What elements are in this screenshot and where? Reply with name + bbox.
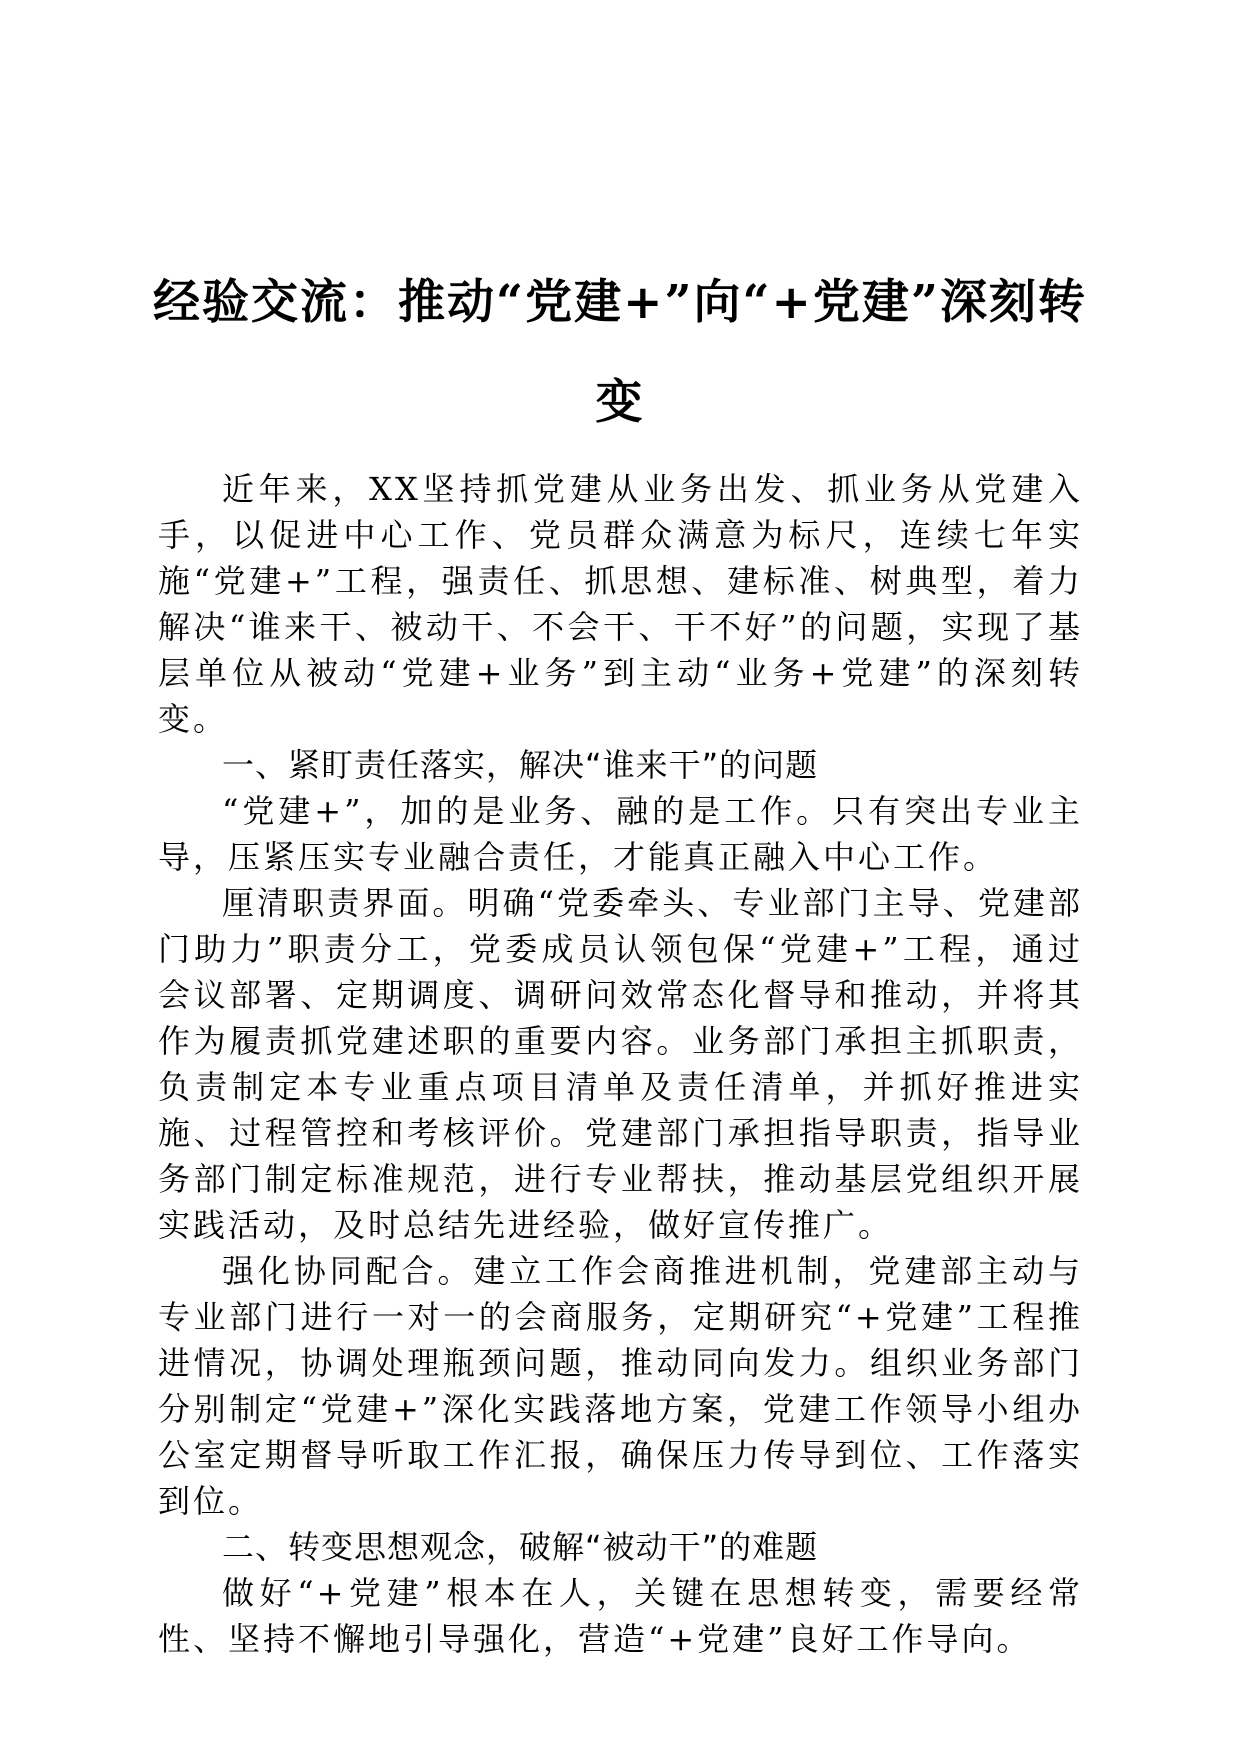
section-heading-2: 二、转变思想观念，破解“被动干”的难题 [222, 1528, 819, 1566]
section-1-paragraph-1: “党建+”，加的是业务、融的是工作。只有突出专业主导，压紧压实专业融合责任，才能真正融入中心工作。 [158, 792, 1083, 876]
section-1-paragraph-3: 强化协同配合。建立工作会商推进机制，党建部主动与专业部门进行一对一的会商服务，定期研究“+党建”工程推进情况，协调处理瓶颈问题，推动同向发力。组织业务部门分别制定“党建+”深化实践落地方案，党建工作领导小组办公室定期督导听取工作汇报，确保压力传导到位、工作落实到位。 [158, 1252, 1083, 1520]
section-1-paragraph-2: 厘清职责界面。明确“党委牵头、专业部门主导、党建部门助力”职责分工，党委成员认领包保“党建+”工程，通过会议部署、定期调度、调研问效常态化督导和推动，并将其作为履责抓党建述职的重要内容。业务部门承担主抓职责，负责制定本专业重点项目清单及责任清单，并抓好推进实施、过程管控和考核评价。党建部门承担指导职责，指导业务部门制定标准规范，进行专业帮扶，推动基层党组织开展实践活动，及时总结先进经验，做好宣传推广。 [158, 884, 1083, 1244]
document-body [158, 466, 1083, 1662]
document-title: 经验交流：推动“党建+”向“+党建”深刻转变 [153, 275, 1087, 431]
section-2-paragraph-1: 做好“+党建”根本在人，关键在思想转变，需要经常性、坚持不懈地引导强化，营造“+党建”良好工作导向。 [158, 1574, 1083, 1658]
section-heading-1: 一、紧盯责任落实，解决“谁来干”的问题 [222, 746, 819, 784]
intro-paragraph: 近年来，XX坚持抓党建从业务出发、抓业务从党建入手，以促进中心工作、党员群众满意为标尺，连续七年实施“党建+”工程，强责任、抓思想、建标准、树典型，着力解决“谁来干、被动干、不会干、干不好”的问题，实现了基层单位从被动“党建+业务”到主动“业务+党建”的深刻转变。 [158, 470, 1083, 738]
